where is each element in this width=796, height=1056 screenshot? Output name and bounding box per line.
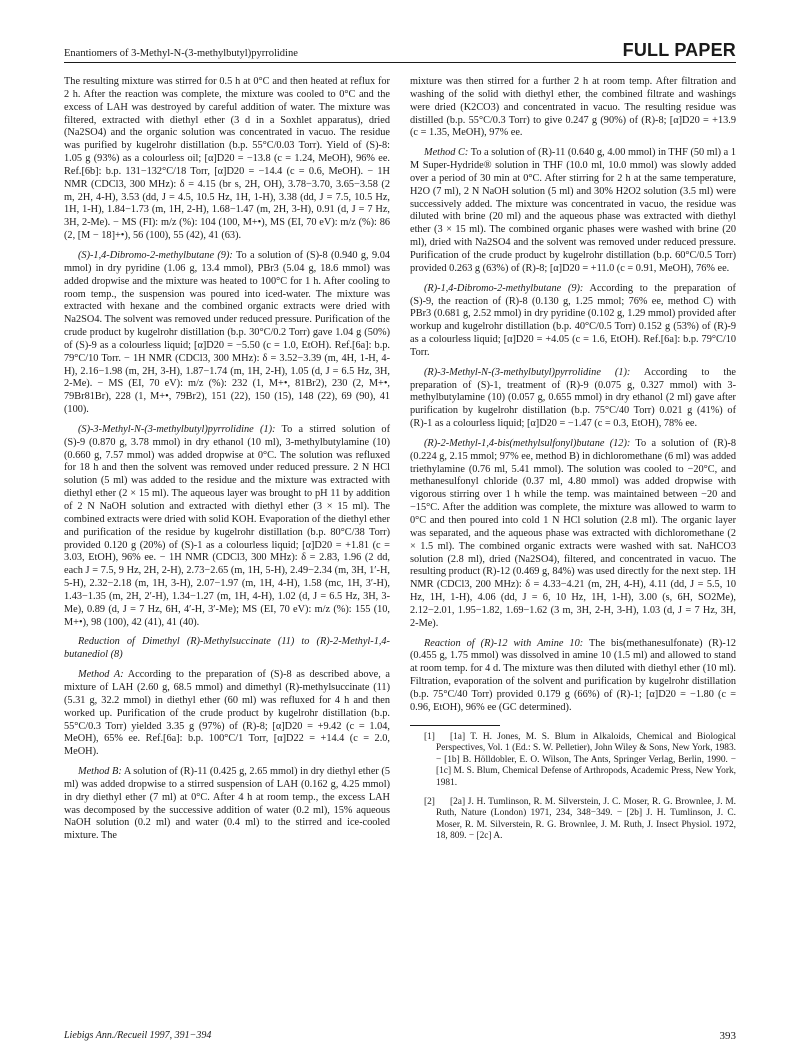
paragraph [64, 250, 390, 417]
procedure-heading: (R)-1,4-Dibromo-2-methylbutane (9): [424, 282, 584, 294]
method-heading: Method B: [78, 766, 122, 778]
method-heading: Method C: [424, 147, 469, 159]
left-column [64, 76, 390, 850]
procedure-heading: Reaction of (R)-12 with Amine 10: [424, 637, 584, 649]
procedure-text: To a solution of (R)-8 (0.224 g, 2.15 mmol; 97% ee, method B) in dichloromethane (6 ml) was added triethylamine (0.76 ml, 5.41 mmol). The solution was cooled to −20°C, and methanesulfonyl chloride (0.37 ml, 4.80 mmol) was added dropwise with vigorous stirring over 1 h while the temp. was maintained between −20 and −15°C. After the addition was complete, the mixture was allowed to warm to 0°C and then poured into cold 1 N HCl solution (2.8 ml). The organic layer was separated, and the aqueous phase was extracted with dichloromethane (2 × 1.5 ml). The combined organic extracts were washed with sat. NaHCO3 solution (2.8 ml), dried (Na2SO4), filtered, and concentrated in vacuo. The resulting product (R)-12 (0.469 g, 84%) was used directly for the next step. 1H NMR (CDCl3, 200 MHz): δ = 4.33−4.21 (m, 2H, 4-H), 4.11 (dd, J = 5.5, 10 Hz, 1H, 1-H), 4.06 (dd, J = 6, 10 Hz, 1H, 1-H), 3.00 (s, 6H, SO2Me), 2.12−2.01, 1.95−1.82, 1.69−1.62 (3 m, 3H, 2-H, 3-H), 1.03 (d, J = 7 Hz, 3H, 2-Me). [410, 437, 736, 629]
method-heading: Method A: [78, 669, 124, 681]
paragraph [64, 766, 390, 843]
paragraph [410, 638, 736, 715]
procedure-heading: (R)-3-Methyl-N-(3-methylbutyl)pyrrolidine (1): [424, 366, 631, 378]
reference-number: [1] [424, 731, 435, 742]
section-heading: Reduction of Dimethyl (R)-Methylsuccinate (11) to (R)-2-Methyl-1,4-butanediol (8) [64, 636, 390, 661]
running-title: Enantiomers of 3-Methyl-N-(3-methylbutyl)pyrrolidine [64, 48, 298, 59]
paragraph [410, 438, 736, 631]
procedure-heading: (R)-2-Methyl-1,4-bis(methylsulfonyl)butane (12): [424, 437, 631, 449]
references-divider [410, 725, 500, 726]
paragraph: mixture was then stirred for a further 2 h at room temp. After filtration and washing of the solid with diethyl ether, the combined filtrate and washings were dried (K2CO3) and concentrated in vacuo. The resulting residue was distilled (b.p. 55°C/0.3 Torr) to give 0.247 g (90%) of (R)-8; [α]D20 = +13.9 (c = 1.35, MeOH), 97% ee. [410, 76, 736, 139]
paragraph [64, 424, 390, 630]
paragraph [410, 367, 736, 431]
paragraph: The resulting mixture was stirred for 0.5 h at 0°C and then heated at reflux for 2 h. After the reaction was complete, the mixture was cooled to 0°C and the excess of LAH was destroyed by careful addition of water. The mixture was filtered, extracted with diethyl ether (3 d in a Soxhlet apparatus), dried (Na2SO4) and the organic solution was concentrated in vacuo. The residue was purified by kugelrohr distillation (b.p. 55°C/0.03 Torr). Yield of (S)-8: 1.05 g (93%) as a colourless oil; [α]D20 = −13.8 (c = 1.24, MeOH), 96% ee. Ref.[6b]: b.p. 131−132°C/18 Torr, [α]D20 = −14.4 (c = 0.6, MeOH). − 1H NMR (CDCl3, 300 MHz): δ = 4.15 (br s, 2H, OH), 3.78−3.70, 3.65−3.58 (2 m, 2H, 4-H), 3.53 (dd, J = 4.5, 10.5 Hz, 1H, 1-H), 3.38 (dd, J = 7.5, 10.5 Hz, 1H, 1-H), 1.84−1.73 (m, 1H, 2-H), 1.68−1.47 (m, 2H, 3-H), 0.91 (d, J = 7 Hz, 3H, 2-Me). − MS (FI): m/z (%): 104 (100, M+•), MS (EI, 70 eV): m/z (%): 86 (2, [M − 18]+•), 56 (100), 55 (42), 41 (63). [64, 76, 390, 242]
reference-number: [2] [424, 796, 435, 807]
paragraph [410, 147, 736, 275]
page-header [64, 38, 736, 63]
section-label: FULL PAPER [622, 40, 736, 60]
procedure-text: According to the preparation of (S)-8 as described above, a mixture of LAH (2.60 g, 68.5 mmol) and dimethyl (R)-methylsuccinate (11) (5.31 g, 32.2 mmol) in diethyl ether (60 ml) was refluxed for 4 h and then worked up. Purification of the crude product by kugelrohr distillation (b.p. 55°C/0.3 Torr) yielded 3.35 g (97%) of (R)-8; [α]D20 = +9.42 (c = 1.04, MeOH), 65% ee. Ref.[6a]: b.p. 100°C/1 Torr, [α]D22 = +14.4 (c = 2.0, MeOH). [64, 669, 391, 758]
procedure-text: The bis(methanesulfonate) (R)-12 (0.455 g, 1.75 mmol) was dissolved in amine 10 (1.5 ml) and allowed to stand at room temp. for 4 d. The mixture was then diluted with diethyl ether (10 ml). Filtration, evaporation of the solvent and purification by kugelrohr distillation (b.p. 75°C/40 Torr) provided 0.179 g (66%) of (R)-1; [α]D20 = −1.80 (c = 0.96, EtOH), 96% ee (GC determined). [410, 637, 736, 713]
procedure-text: According to the preparation of (S)-9, the reaction of (R)-8 (0.130 g, 1.25 mmol; 76% ee, method C) with PBr3 (0.681 g, 2.52 mmol) in dry pyridine (0.102 g, 1.29 mmol) provided after workup and kugelrohr distillation (b.p. 40°C/0.5 Torr) 0.152 g (53%) of (R)-9 as a colourless liquid; [α]D20 = +4.05 (c = 1.6, EtOH). Ref.[6a]: b.p. 79°C/10 Torr. [410, 282, 736, 358]
procedure-text: A solution of (R)-11 (0.425 g, 2.65 mmol) in dry diethyl ether (5 ml) was added dropwise to a stirred suspension of LAH (0.162 g, 4.25 mmol) in dry diethyl ether (7 ml) at 0°C. After 4 h at room temp., the excess LAH was decomposed by the successive addition of water (0.2 ml), 15% aqueous NaOH solution (0.2 ml) and water (0.4 ml) to the stirred and ice-cooled mixture. The [64, 766, 390, 842]
procedure-heading: (S)-1,4-Dibromo-2-methylbutane (9): [78, 249, 233, 261]
procedure-text: To a stirred solution of (S)-9 (0.870 g, 3.78 mmol) in dry ethanol (10 ml), 3-methylbutylamine (10) (0.660 g, 7.57 mmol) was added dropwise at 0°C. The solution was refluxed for 18 h and then the solvent was removed under reduced pressure. 2 N HCl solution (5 ml) was added to the residue and the mixture was extracted with diethyl ether (2 × 15 ml). The aqueous layer was brought to pH 11 by addition of 2 N NaOH solution and extracted with diethyl ether (3 × 15 ml). The combined extracts were dried with solid KOH. Evaporation of the diethyl ether and purification of the residue by kugelrohr distillation (b.p. 80°C/38 Torr) provided 0.120 g (20%) of (S)-1 as a colourless liquid; [α]D20 = +1.81 (c = 3.03, EtOH), 96% ee. − 1H NMR (CDCl3, 300 MHz): δ = 2.83, 1.96 (2 dd, each J = 7.5, 9 Hz, 2H, 2-H), 2.73−2.65 (m, 1H, 5-H), 2.49−2.34 (m, 3H, 1′-H, 5-H), 2.32−2.18 (m, 1H, 3-H), 2.07−1.97 (m, 1H, 4-H), 1.58 (mc, 1H, 3′-H), 1.43−1.35 (m, 2H, 2′-H), 1.34−1.27 (m, 1H, 4-H), 1.02 (d, J = 6.5 Hz, 3H, 3-Me), 0.89 (d, J = 7 Hz, 6H, 4′-H, 3′-Me); MS (EI, 70 eV): m/z (%): 155 (10, M+•), 98 (100), 42 (41), 41 (40). [64, 423, 390, 628]
references-list [410, 732, 736, 843]
paragraph [64, 669, 390, 759]
paragraph [64, 636, 390, 662]
procedure-heading: (S)-3-Methyl-N-(3-methylbutyl)pyrrolidine (1): [78, 423, 276, 435]
reference-text: [2a] J. H. Tumlinson, R. M. Silverstein, J. C. Moser, R. G. Brownlee, J. M. Ruth, Nature (London) 1971, 234, 348−349. − [2b] J. H. Tumlinson, J. C. Moser, R. M. Silverstein, R. G. Brownlee, J. M. Ruth, J. Insect Physiol. 1972, 18, 809. − [2c] A. [436, 796, 736, 842]
reference-text: [1a] T. H. Jones, M. S. Blum in Alkaloids, Chemical and Biological Perspectives, Vol. 1 (Ed.: S. W. Pelletier), John Wiley & Sons, New York, 1983. − [1b] B. Hölldobler, E. O. Wilson, The Ants, Springer Verlag, Berlin, 1990. − [1c] M. S. Blum, Chemical Defense of Arthropods, Academic Press, New York, 1981. [436, 731, 736, 789]
paragraph [410, 283, 736, 360]
procedure-text: To a solution of (R)-11 (0.640 g, 4.00 mmol) in THF (50 ml) a 1 M Super-Hydride® solution in THF (10.0 ml, 10.0 mmol) was slowly added over a period of 30 min at 0°C. After stirring for 2 h at the same temperature, H2O (7 ml), 2 N NaOH solution (5 ml) and 30% H2O2 solution (3.5 ml) were successively added. The mixture was concentrated in vacuo, the residue was diluted with brine (20 ml) and the aqueous phase was extracted with diethyl ether (3 × 15 ml). The combined organic phases were washed with brine (20 ml), dried with Na2SO4 and the solvent was removed under reduced pressure. Purification of the crude product by kugelrohr distillation (b.p. 60°C/0.5 Torr) provided 0.263 g (63%) of (R)-8; [α]D20 = +11.0 (c = 0.91, MeOH), 76% ee. [410, 147, 736, 274]
procedure-text: According to the preparation of (S)-1, treatment of (R)-9 (0.075 g, 0.327 mmol) with 3-methylbutylamine (10) (0.057 g, 0.655 mmol) in dry ethanol (2 ml) gave after purification by kugelrohr distillation (b.p. 75°C/40 Torr) 0.021 g (41%) of (R)-1 as a colourless liquid; [α]D20 = −1.47 (c = 0.3, EtOH), 78% ee. [410, 366, 736, 430]
page-number: 393 [719, 1030, 736, 1042]
reference-item [410, 732, 736, 790]
procedure-text: To a solution of (S)-8 (0.940 g, 9.04 mmol) in dry pyridine (1.06 g, 13.4 mmol), PBr3 (5.04 g, 18.6 mmol) was added dropwise and the mixture was heated to 100°C for 1 h. After cooling to room temp., the suspension was poured into iced-water. The mixture was extracted with hexane and the combined organic extracts were dried with Na2SO4. The solvent was removed under reduced pressure. Purification of the crude product by kugelrohr distillation (b.p. 30°C/0.2 Torr) gave 1.04 g (50%) of (S)-9 as a colourless liquid; [α]D20 = −5.50 (c = 1.0, EtOH). Ref.[6a]: b.p. 79°C/10 Torr. − 1H NMR (CDCl3, 300 MHz): δ = 3.52−3.39 (m, 4H, 1-H, 4-H), 2.16−1.98 (m, 2H, 3-H), 1.87−1.74 (m, 1H, 2-H), 1.05 (d, J = 6.5 Hz, 3H, 2-Me). − MS (EI, 70 eV): m/z (%): 232 (1, M+•, 81Br2), 230 (2, M+•, 79Br81Br), 228 (1, M+•, 79Br2), 151 (22), 150 (15), 148 (22), 69 (90), 41 (100). [64, 249, 390, 416]
reference-item [410, 797, 736, 843]
right-column [410, 76, 736, 850]
journal-citation: Liebigs Ann./Recueil 1997, 391−394 [64, 1030, 212, 1041]
